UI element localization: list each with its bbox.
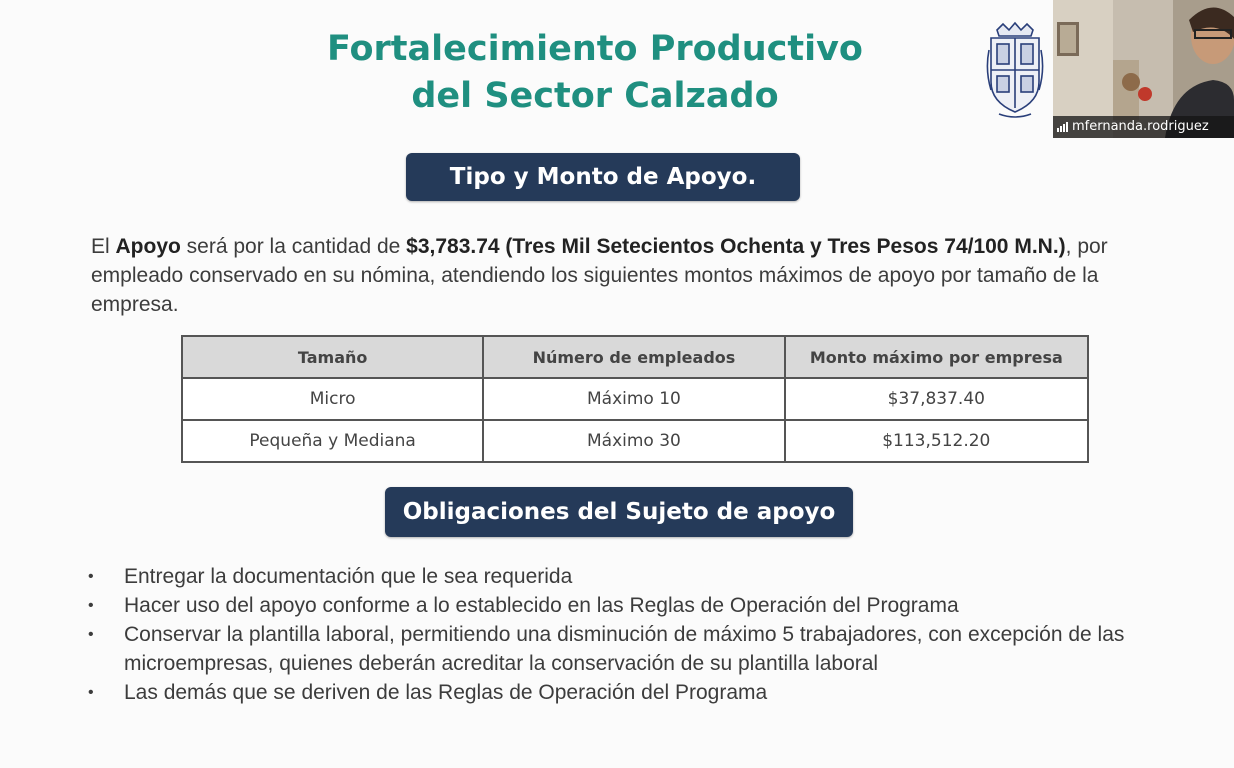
- participant-name-bar: [1053, 116, 1234, 138]
- list-item-text: Entregar la documentación que le sea requerida: [124, 565, 573, 588]
- intro-text-2: será por la cantidad de: [180, 235, 407, 258]
- bullet-icon: •: [88, 597, 94, 614]
- slide-title-line2: del Sector Calzado: [411, 76, 779, 116]
- intro-text-1: El: [91, 235, 116, 258]
- support-amount-table: [181, 335, 1089, 463]
- intro-paragraph: [91, 232, 1191, 319]
- table-header-cell: Tamaño: [182, 336, 483, 378]
- participant-video-tile[interactable]: [1053, 0, 1234, 138]
- list-item: [88, 620, 1228, 678]
- bullet-icon: •: [88, 684, 94, 701]
- table-cell: Micro: [182, 378, 483, 420]
- table-cell: $37,837.40: [785, 378, 1088, 420]
- intro-text-3: , por empleado conservado en su nómina, atendiendo los siguientes montos máximos de apoyo por tamaño de la empresa.: [91, 235, 1108, 316]
- intro-bold-apoyo: Apoyo: [115, 235, 181, 258]
- list-item: [88, 591, 1228, 620]
- table-header-cell: Número de empleados: [483, 336, 784, 378]
- list-item: [88, 678, 1228, 707]
- signal-bars-icon: [1057, 122, 1069, 132]
- obligations-list: [88, 562, 1228, 707]
- table-header-cell: Monto máximo por empresa: [785, 336, 1088, 378]
- table-cell: Pequeña y Mediana: [182, 420, 483, 462]
- section-heading-tipo-monto: Tipo y Monto de Apoyo.: [406, 153, 800, 201]
- list-item-text: Las demás que se deriven de las Reglas de Operación del Programa: [124, 681, 768, 704]
- section-heading-obligaciones: Obligaciones del Sujeto de apoyo: [385, 487, 853, 537]
- table-row: [182, 420, 1088, 462]
- coat-of-arms-logo: [985, 20, 1045, 122]
- bullet-icon: •: [88, 568, 94, 585]
- intro-bold-amount: $3,783.74 (Tres Mil Setecientos Ochenta y Tres Pesos 74/100 M.N.): [406, 235, 1066, 258]
- table-cell: $113,512.20: [785, 420, 1088, 462]
- table-header-row: [182, 336, 1088, 378]
- list-item-text: Hacer uso del apoyo conforme a lo establecido en las Reglas de Operación del Programa: [124, 594, 959, 617]
- list-item: [88, 562, 1228, 591]
- list-item-text: Conservar la plantilla laboral, permitiendo una disminución de máximo 5 trabajadores, con excepción de las microempresas, quienes deberán acreditar la conservación de su plantilla laboral: [124, 623, 1125, 675]
- slide-title-line1: Fortalecimiento Productivo: [327, 29, 863, 69]
- table-cell: Máximo 30: [483, 420, 784, 462]
- table-cell: Máximo 10: [483, 378, 784, 420]
- table-row: [182, 378, 1088, 420]
- bullet-icon: •: [88, 626, 94, 643]
- participant-name: mfernanda.rodriguez: [1072, 119, 1209, 134]
